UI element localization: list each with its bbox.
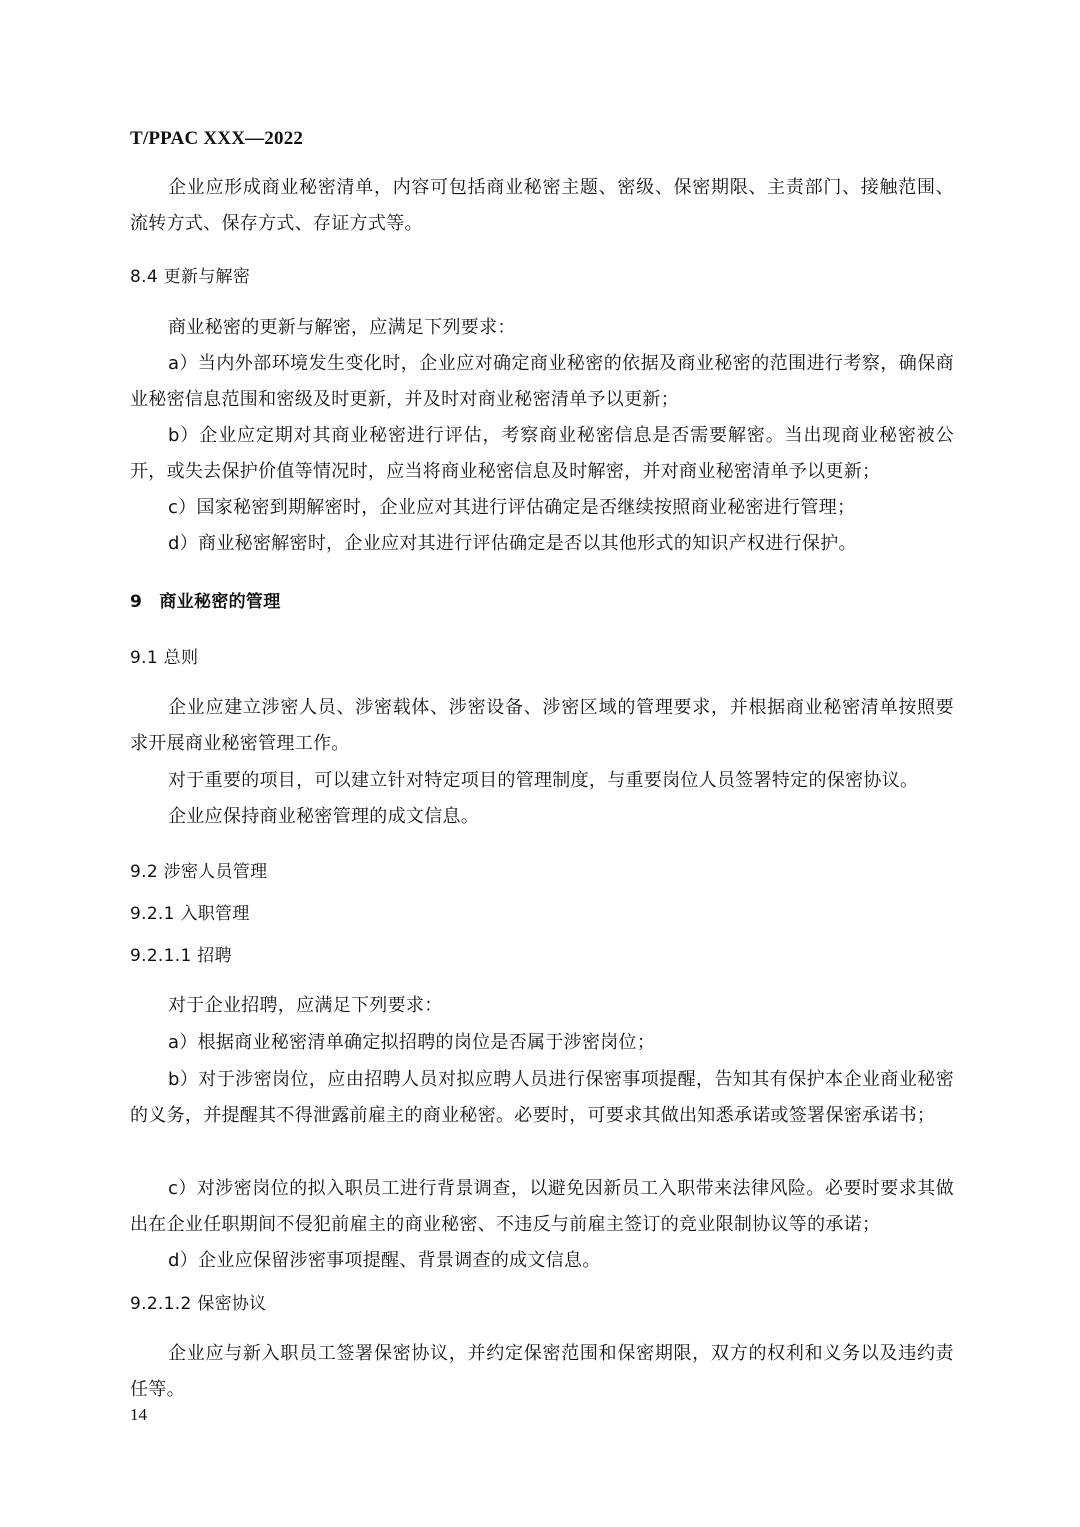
page-number: 14: [130, 1405, 147, 1424]
paragraph-secret-list: 企业应形成商业秘密清单，内容可包括商业秘密主题、密级、保密期限、主责部门、接触范围、流转方式、保存方式、存证方式等。: [130, 177, 954, 234]
list-item-a-update: a）当内外部环境发生变化时，企业应对确定商业秘密的依据及商业秘密的范围进行考察，确保商业秘密信息范围和密级及时更新，并及时对商业秘密清单予以更新；: [130, 353, 954, 410]
document-id: T/PPAC XXX—2022: [130, 128, 304, 149]
paragraph-documented-info: 企业应保持商业秘密管理的成文信息。: [168, 806, 480, 827]
list-item-c-update: c）国家秘密到期解密时，企业应对其进行评估确定是否继续按照商业秘密进行管理；: [168, 497, 856, 518]
list-item-c-recruit: c）对涉密岗位的拟入职员工进行背景调查，以避免因新员工入职带来法律风险。必要时要求其做出在企业任职期间不侵犯前雇主的商业秘密、不违反与前雇主签订的竞业限制协议等的承诺；: [130, 1178, 954, 1235]
section-heading-9-1: 9.1 总则: [130, 648, 199, 668]
list-item-d-update: d）商业秘密解密时，企业应对其进行评估确定是否以其他形式的知识产权进行保护。: [168, 533, 857, 554]
list-item-a-recruit: a）根据商业秘密清单确定拟招聘的岗位是否属于涉密岗位；: [168, 1032, 656, 1053]
paragraph-recruit-intro: 对于企业招聘，应满足下列要求：: [168, 995, 443, 1016]
paragraph-general: 企业应建立涉密人员、涉密载体、涉密设备、涉密区域的管理要求，并根据商业秘密清单按照要求开展商业秘密管理工作。: [130, 697, 954, 754]
paragraph-confidentiality-agreement: 企业应与新入职员工签署保密协议，并约定保密范围和保密期限，双方的权利和义务以及违约责任等。: [130, 1343, 954, 1400]
paragraph-update-intro: 商业秘密的更新与解密，应满足下列要求：: [168, 317, 516, 338]
section-heading-8-4: 8.4 更新与解密: [130, 267, 251, 287]
section-heading-9-2: 9.2 涉密人员管理: [130, 862, 268, 882]
list-item-b-update: b）企业应定期对其商业秘密进行评估，考察商业秘密信息是否需要解密。当出现商业秘密被公开，或失去保护价值等情况时，应当将商业秘密信息及时解密，并对商业秘密清单予以更新；: [130, 425, 954, 482]
section-heading-9-2-1: 9.2.1 入职管理: [130, 904, 250, 924]
paragraph-important-projects: 对于重要的项目，可以建立针对特定项目的管理制度，与重要岗位人员签署特定的保密协议。: [168, 770, 919, 791]
list-item-d-recruit: d）企业应保留涉密事项提醒、背景调查的成文信息。: [168, 1250, 601, 1271]
section-heading-9-2-1-1: 9.2.1.1 招聘: [130, 946, 232, 966]
section-heading-9-2-1-2: 9.2.1.2 保密协议: [130, 1294, 267, 1314]
section-heading-9: 9 商业秘密的管理: [130, 592, 281, 612]
list-item-b-recruit: b）对于涉密岗位，应由招聘人员对拟应聘人员进行保密事项提醒，告知其有保护本企业商业秘密的义务，并提醒其不得泄露前雇主的商业秘密。必要时，可要求其做出知悉承诺或签署保密承诺书；: [130, 1069, 954, 1126]
